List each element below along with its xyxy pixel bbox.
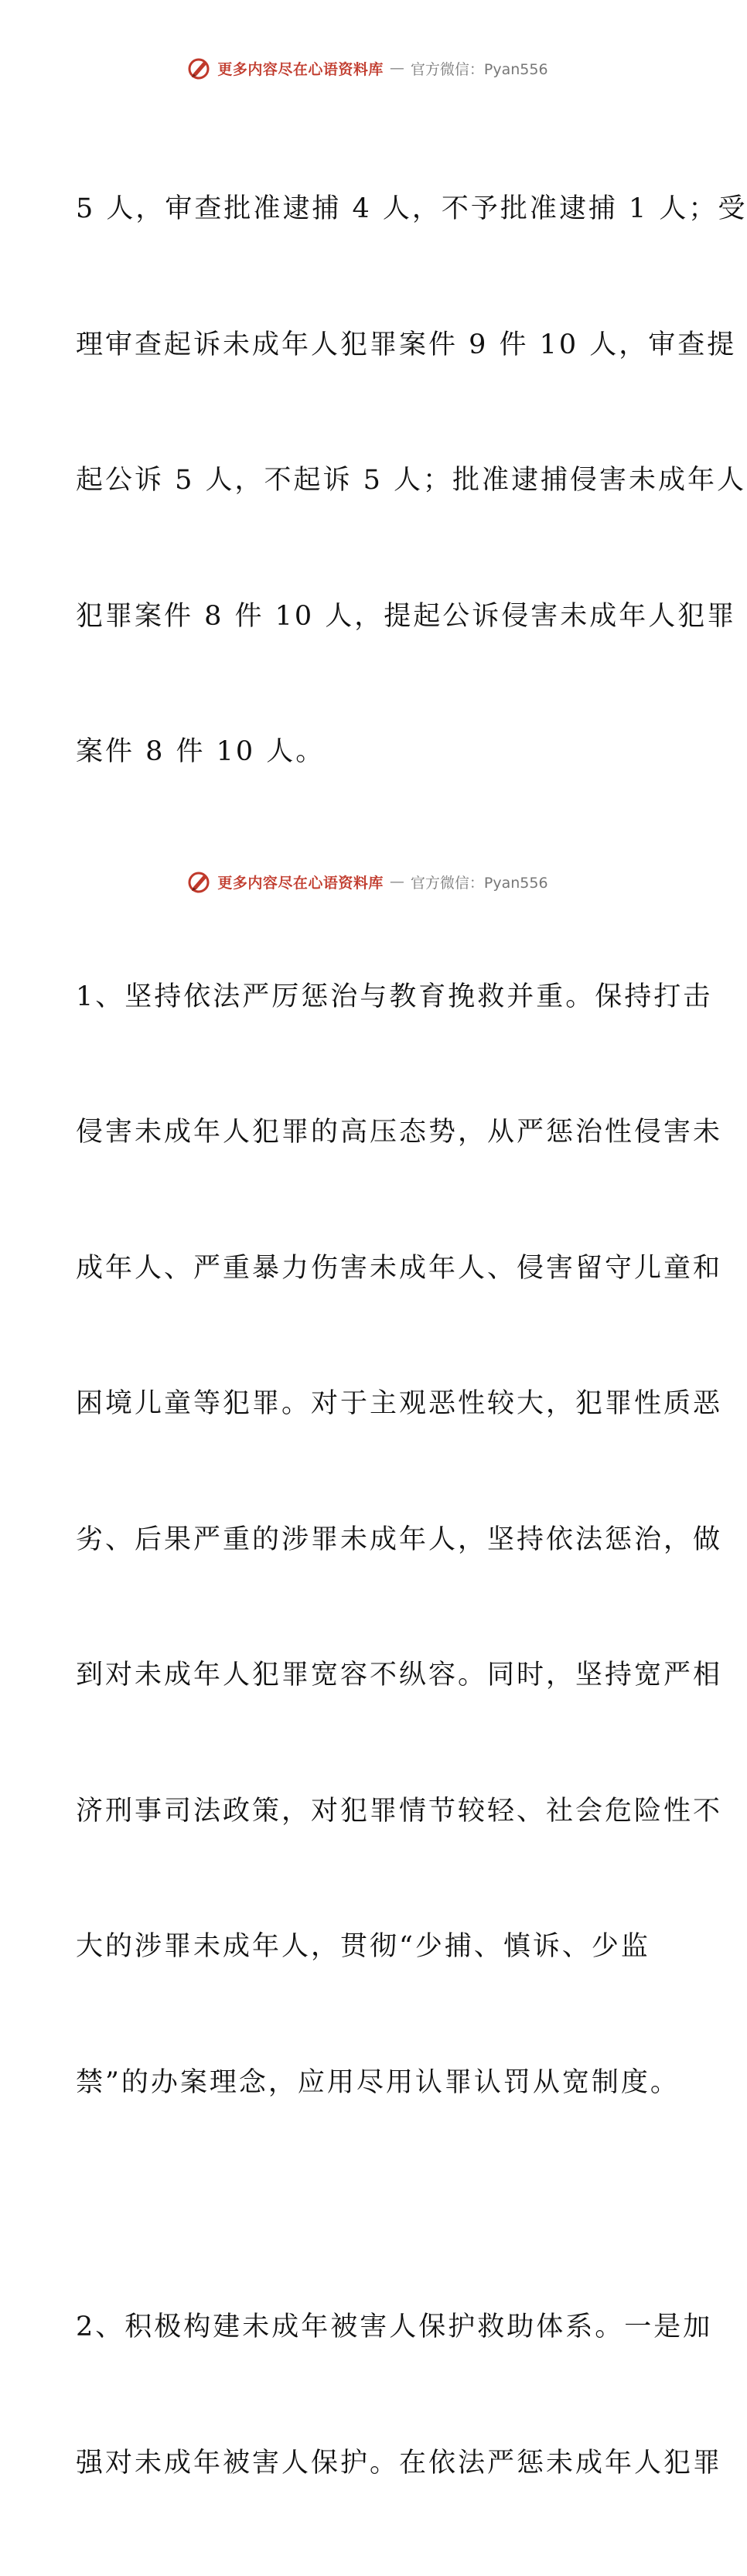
text-line: 大的涉罪未成年人，贯彻“少捕、慎诉、少监 (76, 1931, 650, 1962)
text-line: 起公诉 5 人，不起诉 5 人；批准逮捕侵害未成年人 (76, 465, 747, 496)
text-line: 5 人，审查批准逮捕 4 人，不予批准逮捕 1 人；受 (76, 193, 747, 224)
text-line: 劣、后果严重的涉罪未成年人，坚持依法惩治，做 (76, 1523, 723, 1555)
watermark-dash: — (389, 873, 404, 890)
text-line: 理审查起诉未成年人犯罪案件 9 件 10 人，审查提 (76, 329, 737, 360)
paragraph-1 (76, 96, 747, 865)
watermark-dash: — (389, 60, 404, 77)
watermark-text: 更多内容尽在心语资料库 (217, 874, 384, 892)
pen-logo-icon (186, 869, 211, 894)
text-line: 案件 8 件 10 人。 (76, 736, 326, 767)
text-line: 强对未成年被害人保护。在依法严惩未成年人犯罪 (76, 2447, 723, 2479)
text-line: 到对未成年人犯罪宽容不纵容。同时，坚持宽严相 (76, 1660, 723, 1691)
watermark-text: 更多内容尽在心语资料库 (217, 60, 384, 78)
text-line: 困境儿童等犯罪。对于主观恶性较大，犯罪性质恶 (76, 1388, 723, 1419)
text-line: 禁”的办案理念，应用尽用认罪认罚从宽制度。 (76, 2066, 680, 2098)
header-watermark (0, 53, 735, 84)
paragraph-2 (76, 884, 723, 2196)
text-line: 济刑事司法政策，对犯罪情节较轻、社会危险性不 (76, 1795, 723, 1827)
text-line: 成年人、严重暴力伤害未成年人、侵害留守儿童和 (76, 1252, 723, 1284)
pen-logo-icon (186, 56, 211, 80)
document-body (76, 96, 747, 2576)
watermark-suffix: 官方微信：Pyan556 (410, 60, 548, 78)
watermark-suffix: 官方微信：Pyan556 (410, 874, 548, 892)
text-line: 1、坚持依法严厉惩治与教育挽救并重。保持打击 (76, 981, 713, 1012)
paragraph-3 (76, 2214, 723, 2576)
text-line: 侵害未成年人犯罪的高压态势，从严惩治性侵害未 (76, 1117, 723, 1148)
text-line: 犯罪案件 8 件 10 人，提起公诉侵害未成年人犯罪 (76, 600, 737, 632)
text-line: 2、积极构建未成年被害人保护救助体系。一是加 (76, 2312, 713, 2342)
footer-watermark (0, 866, 735, 897)
